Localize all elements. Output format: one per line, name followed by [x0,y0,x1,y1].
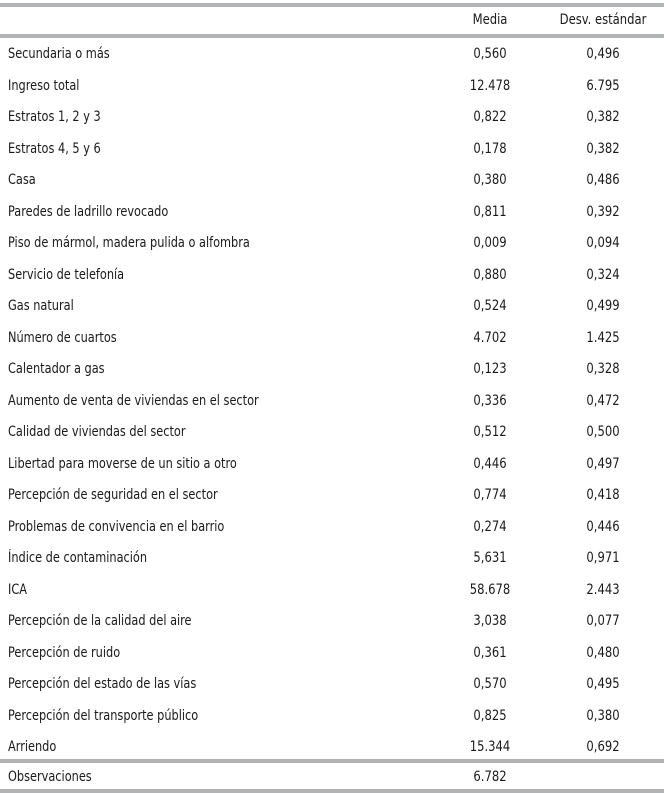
table-row [0,386,664,417]
table-row [0,701,664,732]
row-label: Percepción del transporte público [8,707,199,724]
table-row [0,449,664,480]
row-sd: 0,392 [586,203,620,220]
row-sd: 0,497 [586,455,620,472]
table-row [0,291,664,322]
row-label: Número de cuartos [8,329,117,346]
row-sd: 0,480 [586,644,620,661]
row-label: Piso de mármol, madera pulida o alfombra [8,235,250,251]
row-sd: 0,486 [586,172,620,188]
row-label: Servicio de telefonía [8,266,125,283]
table-row [0,260,664,291]
row-sd: 0,382 [586,140,620,157]
row-media: 0,825 [473,707,507,724]
row-label: Estratos 4, 5 y 6 [8,140,101,157]
row-media: 0,811 [473,203,507,220]
table-row [0,165,664,196]
row-label: Arriendo [8,739,57,755]
row-media: 0,446 [473,455,507,472]
row-sd: 0,382 [586,109,620,125]
row-media: 58.678 [469,581,511,598]
row-sd: 6.795 [586,77,620,94]
table-row [0,71,664,102]
row-media: 0,009 [473,235,507,251]
table-row [0,606,664,637]
footer-media: 6.782 [473,769,507,785]
table-row [0,575,664,606]
row-media: 0,336 [473,392,507,409]
header-rule [0,34,664,38]
row-sd: 2.443 [586,581,620,598]
row-sd: 0,418 [586,487,620,503]
header-media: Media [472,12,508,28]
table-row [0,480,664,511]
row-label: Percepción de seguridad en el sector [8,487,218,503]
row-media: 0,380 [473,172,507,188]
footer-label: Observaciones [8,769,92,785]
row-sd: 0,472 [586,392,620,409]
row-label: Ingreso total [8,77,80,94]
row-label: Secundaria o más [8,46,110,62]
row-media: 12.478 [469,77,511,94]
row-media: 4.702 [473,329,507,346]
row-media: 3,038 [473,613,507,629]
table-row [0,638,664,669]
row-label: Gas natural [8,298,74,314]
table-row [0,543,664,574]
table-row [0,354,664,385]
row-label: Percepción de la calidad del aire [8,613,192,629]
row-sd: 0,324 [586,266,620,283]
row-sd: 0,500 [586,424,620,440]
row-media: 0,524 [473,298,507,314]
table-row [0,134,664,165]
row-media: 0,570 [473,676,507,692]
header-row [0,5,664,36]
row-media: 0,880 [473,266,507,283]
row-sd: 0,328 [586,361,620,377]
table-row [0,417,664,448]
row-label: Percepción del estado de las vías [8,676,197,692]
row-media: 0,123 [473,361,507,377]
row-label: Aumento de venta de viviendas en el sector [8,392,259,409]
table-row [0,39,664,70]
row-media: 0,560 [473,46,507,62]
row-sd: 0,971 [586,550,620,566]
row-sd: 1.425 [586,329,620,346]
row-label: Calentador a gas [8,361,105,377]
row-sd: 0,692 [586,739,620,755]
row-label: Índice de contaminación [8,550,148,566]
row-label: ICA [8,581,28,598]
row-media: 0,361 [473,644,507,661]
row-label: Percepción de ruido [8,644,121,661]
header-sd: Desv. estándar [559,12,647,28]
row-label: Casa [8,172,36,188]
table-row [0,197,664,228]
row-label: Calidad de viviendas del sector [8,424,186,440]
row-label: Problemas de convivencia en el barrio [8,518,225,535]
row-media: 0,512 [473,424,507,440]
row-media: 15.344 [469,739,511,755]
table-row [0,228,664,259]
table-row [0,669,664,700]
row-media: 0,822 [473,109,507,125]
row-sd: 0,496 [586,46,620,62]
row-sd: 0,446 [586,518,620,535]
table-row [0,323,664,354]
row-media: 0,774 [473,487,507,503]
row-media: 0,178 [473,140,507,157]
table-row [0,512,664,543]
row-media: 0,274 [473,518,507,535]
row-media: 5,631 [473,550,507,566]
row-sd: 0,499 [586,298,620,314]
table-row [0,102,664,133]
row-sd: 0,495 [586,676,620,692]
row-sd: 0,077 [586,613,620,629]
row-label: Libertad para moverse de un sitio a otro [8,455,237,472]
row-label: Estratos 1, 2 y 3 [8,109,101,125]
row-sd: 0,380 [586,707,620,724]
row-sd: 0,094 [586,235,620,251]
bottom-rule [0,789,664,793]
row-label: Paredes de ladrillo revocado [8,203,169,220]
